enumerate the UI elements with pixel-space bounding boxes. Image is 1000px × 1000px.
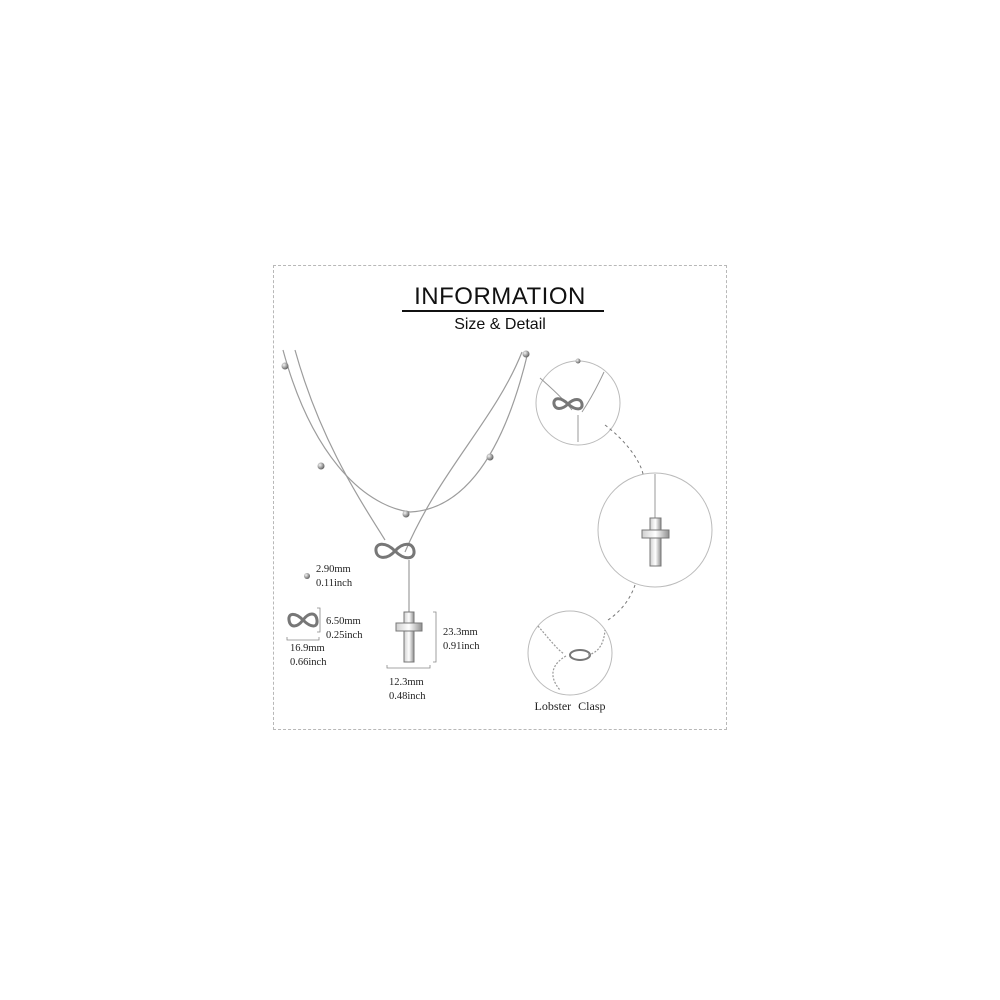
outer-bead-chain	[283, 350, 528, 512]
bead-icon	[318, 463, 325, 470]
bead-icon	[487, 454, 494, 461]
cross-width-dimension: 12.3mm 0.48inch	[389, 677, 426, 702]
cross-pendant-icon	[396, 612, 422, 662]
page-subtitle: Size & Detail	[454, 316, 546, 333]
bead-icon	[403, 511, 410, 518]
detail-circle-infinity	[536, 359, 620, 446]
detail-circle-cross	[598, 473, 712, 587]
bead-group	[282, 351, 530, 518]
infinity-height-dimension: 6.50mm 0.25inch	[326, 616, 363, 641]
infinity-width-dimension: 16.9mm 0.66inch	[290, 643, 327, 668]
infinity-sample-icon	[289, 614, 317, 626]
detail-circle-clasp	[528, 611, 612, 695]
bead-dimension: 2.90mm 0.11inch	[316, 564, 353, 589]
page-title: INFORMATION	[414, 283, 586, 310]
clasp-caption: Lobster Clasp	[534, 699, 606, 713]
bead-icon	[282, 363, 289, 370]
bead-icon	[523, 351, 530, 358]
bead-sample-icon	[304, 573, 310, 579]
infinity-pendant-icon	[376, 544, 414, 558]
cross-height-dimension: 23.3mm 0.91inch	[443, 627, 480, 652]
